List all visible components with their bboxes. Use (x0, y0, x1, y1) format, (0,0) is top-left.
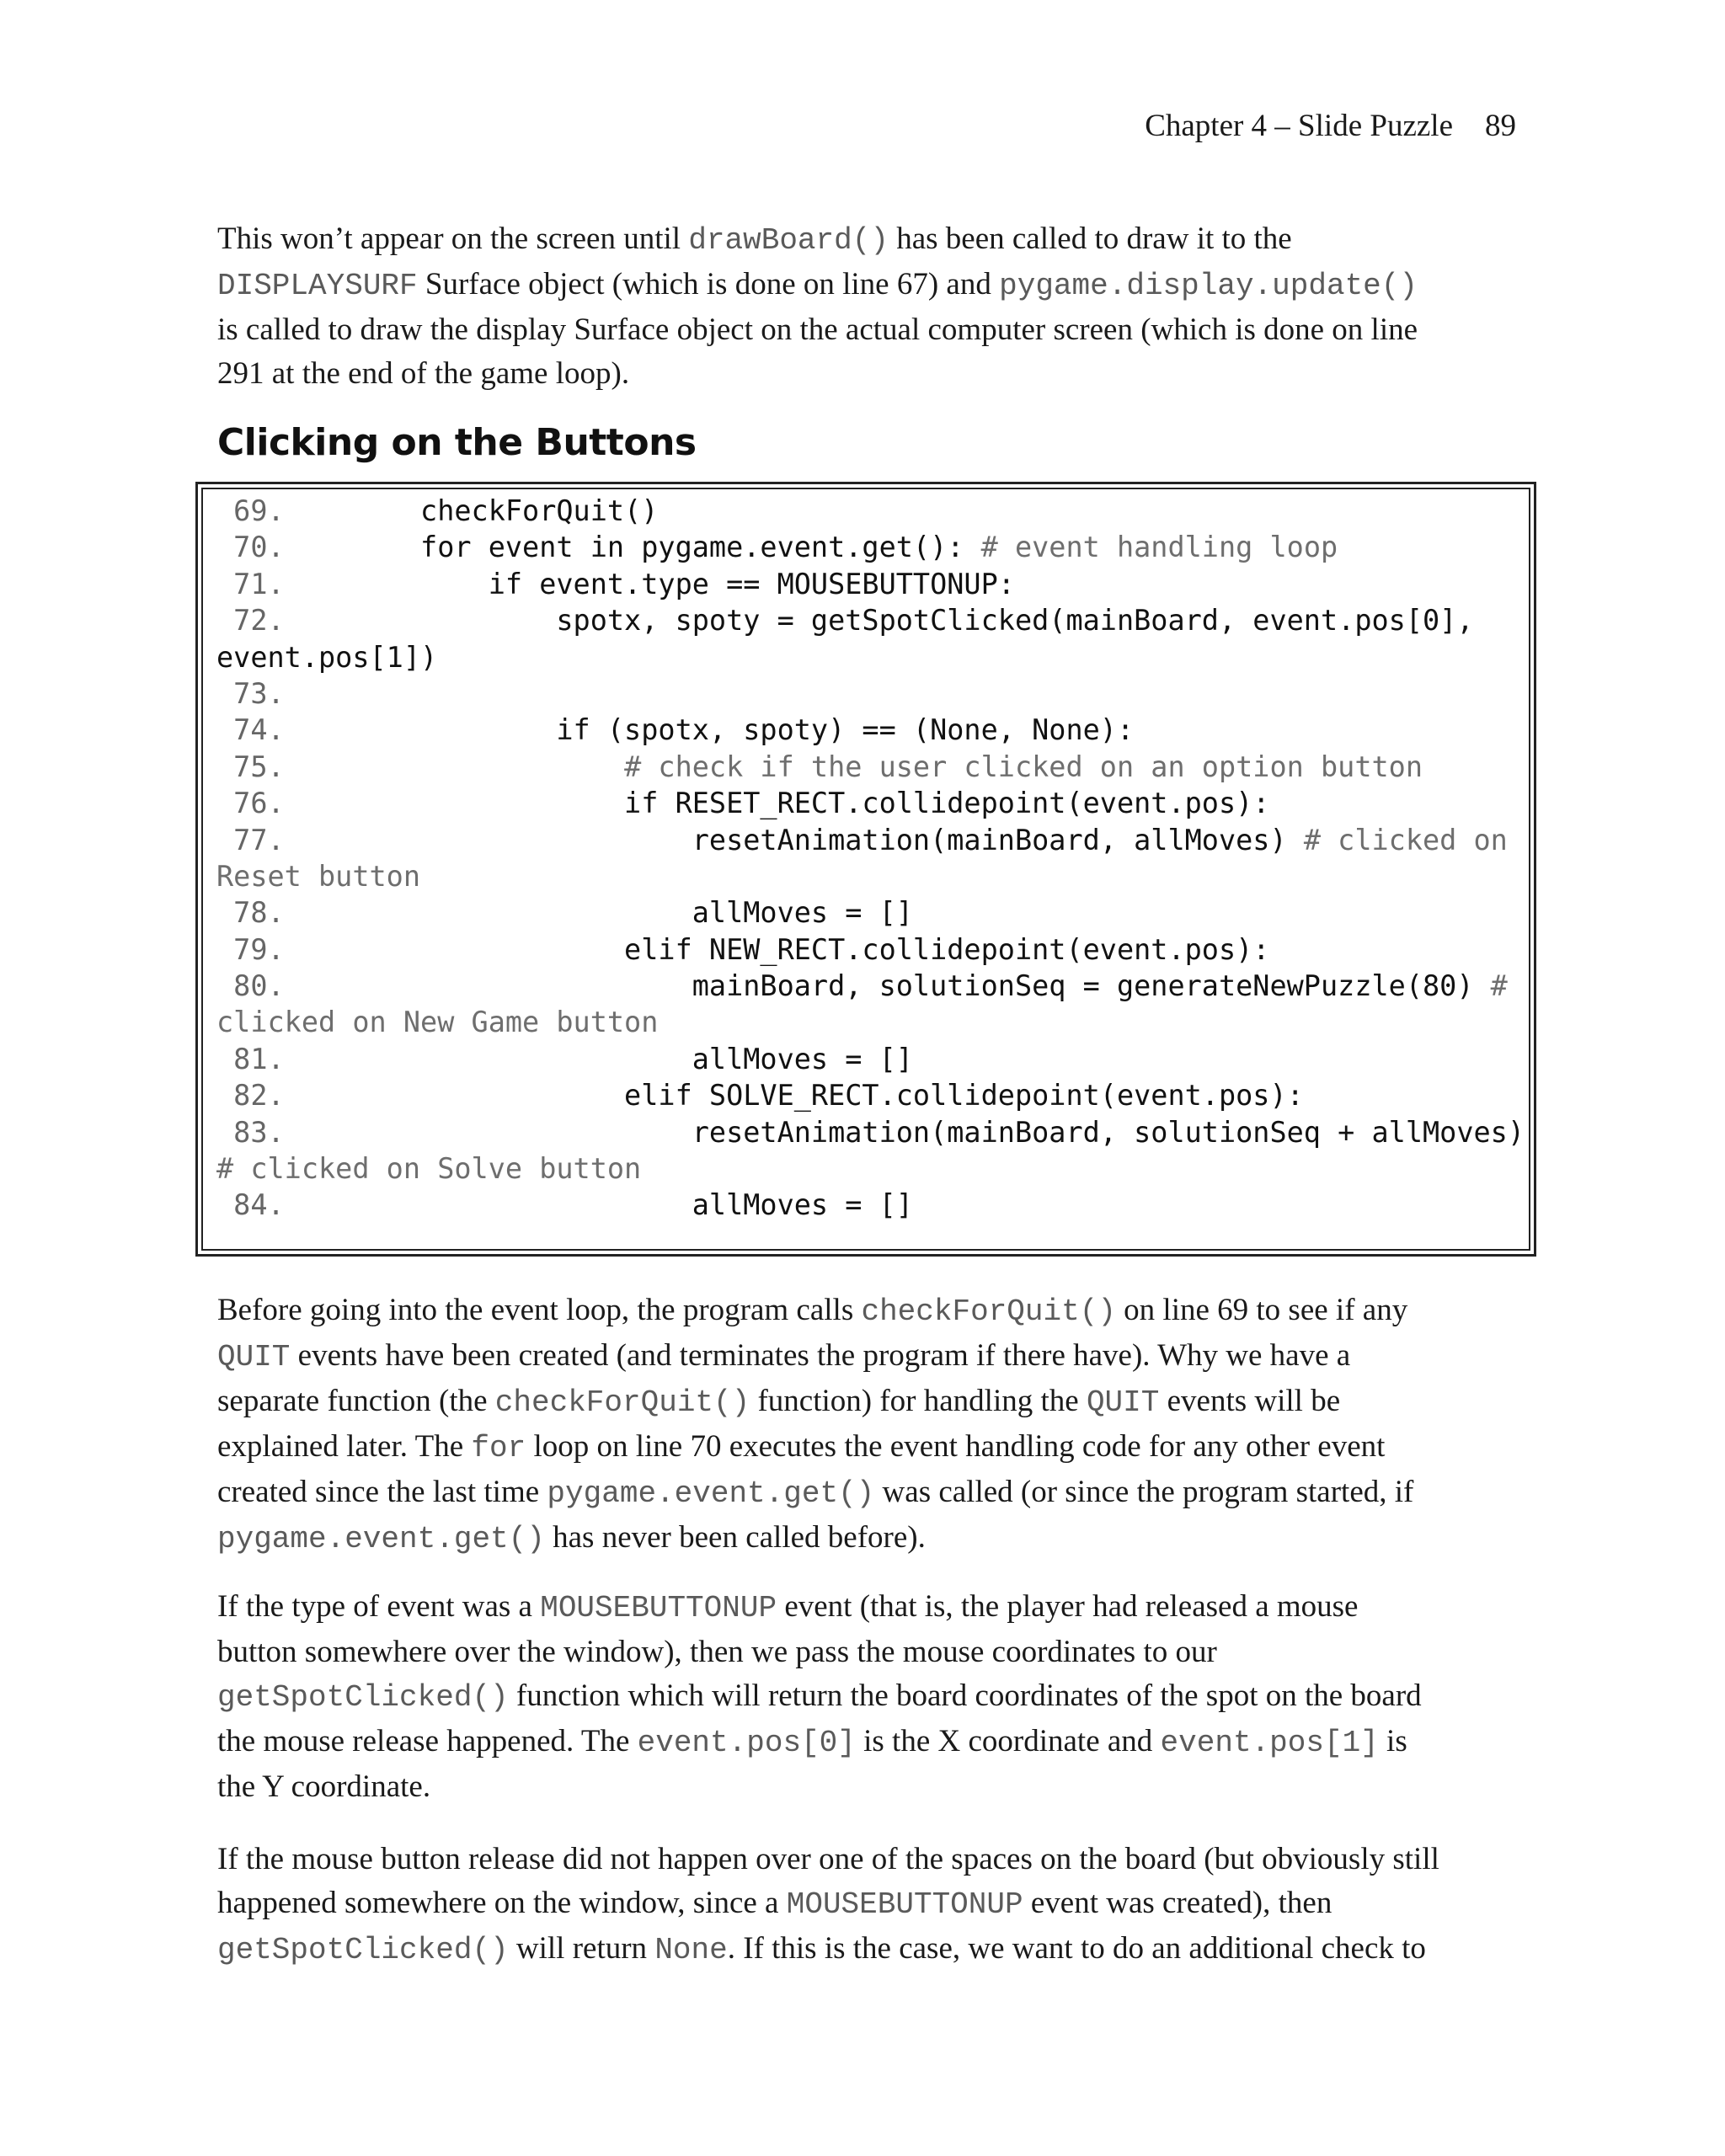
line-number: 71. (216, 567, 285, 600)
code-text: mainBoard, solutionSeq = generateNewPuzzle(80) (284, 969, 1491, 1003)
text-run: will return (508, 1931, 655, 1966)
text-line (217, 1516, 1531, 1561)
text-run: If the mouse button release did not happen over one of the spaces on the board (but obviously still (217, 1842, 1439, 1876)
text-run: explained later. The (217, 1429, 472, 1464)
paragraph-release-check (217, 1838, 1531, 1972)
code-text: allMoves = [] (284, 1042, 913, 1075)
inline-code: event.pos[0] (637, 1726, 856, 1760)
code-line (216, 675, 1525, 712)
text-run: happened somewhere on the window, since a (217, 1886, 787, 1920)
inline-code: pygame.display.update() (999, 269, 1418, 303)
code-text: checkForQuit() (284, 494, 659, 527)
code-line (216, 749, 1525, 785)
code-line (216, 529, 1525, 565)
inline-code: getSpotClicked() (217, 1680, 509, 1715)
inline-code: MOUSEBUTTONUP (786, 1887, 1023, 1922)
text-run: function) for handling the (750, 1384, 1087, 1418)
line-number: 72. (216, 604, 285, 638)
text-run: is (1378, 1724, 1407, 1758)
text-run: This won’t appear on the screen until (217, 221, 689, 256)
code-comment: Reset button (216, 859, 421, 893)
code-text: resetAnimation(mainBoard, allMoves) (284, 823, 1304, 857)
code-line (216, 1041, 1525, 1077)
code-line (216, 1187, 1525, 1223)
paragraph-event-loop (217, 1289, 1531, 1561)
text-run: 291 at the end of the game loop). (217, 356, 630, 391)
code-listing (216, 493, 1525, 1224)
text-line (217, 1720, 1531, 1765)
code-text: for event in pygame.event.get(): (284, 531, 981, 564)
code-line (216, 639, 1525, 675)
text-run: loop on line 70 executes the event handling code for any other event (526, 1429, 1386, 1464)
code-text: spotx, spoty = getSpotClicked(mainBoard, event.pos[0], (284, 604, 1474, 638)
text-line (217, 1927, 1531, 1972)
line-number: 81. (216, 1042, 285, 1075)
code-line (216, 785, 1525, 821)
inline-code: event.pos[1] (1160, 1726, 1379, 1760)
inline-code: checkForQuit() (861, 1294, 1116, 1329)
text-line (217, 1334, 1531, 1380)
line-number: 82. (216, 1079, 285, 1113)
code-text: if (spotx, spoty) == (None, None): (284, 713, 1135, 747)
code-line (216, 566, 1525, 602)
line-number: 76. (216, 787, 285, 820)
text-line (217, 1630, 1531, 1674)
text-run: was called (or since the program started, if (874, 1475, 1414, 1509)
page-number: 89 (1485, 109, 1516, 143)
line-number: 79. (216, 932, 285, 966)
code-text (285, 750, 624, 783)
code-line (216, 894, 1525, 931)
code-text: event.pos[1]) (216, 640, 438, 674)
code-line (216, 712, 1525, 748)
code-text: elif NEW_RECT.collidepoint(event.pos): (284, 932, 1270, 966)
line-number: 83. (216, 1115, 285, 1149)
text-run: event was created), then (1023, 1886, 1332, 1920)
line-number: 80. (216, 969, 285, 1003)
text-run: If the type of event was a (217, 1589, 541, 1624)
code-comment: # event handling loop (980, 531, 1338, 564)
section-heading: Clicking on the Buttons (217, 421, 697, 464)
text-run: Before going into the event loop, the program calls (217, 1293, 862, 1327)
inline-code: checkForQuit() (494, 1385, 750, 1420)
text-run: function which will return the board coordinates of the spot on the board (508, 1678, 1422, 1713)
text-run: events will be (1159, 1384, 1341, 1418)
inline-code: getSpotClicked() (217, 1933, 509, 1967)
text-line (217, 1470, 1531, 1516)
inline-code: MOUSEBUTTONUP (540, 1591, 777, 1625)
text-run: the mouse release happened. The (217, 1724, 638, 1758)
text-line (217, 1425, 1531, 1470)
text-run: event (that is, the player had released a mouse (777, 1589, 1359, 1624)
line-number: 69. (216, 494, 285, 527)
text-line (217, 1674, 1531, 1720)
text-line (217, 217, 1531, 263)
line-number: 77. (216, 823, 285, 857)
code-line (216, 493, 1525, 529)
code-line (216, 1150, 1525, 1187)
text-line (217, 1585, 1531, 1630)
line-number: 78. (216, 896, 285, 930)
text-run: the Y coordinate. (217, 1769, 431, 1804)
inline-code: QUIT (1086, 1385, 1160, 1420)
code-line (216, 1077, 1525, 1113)
inline-code: None (654, 1933, 728, 1967)
code-comment: # (1490, 969, 1508, 1003)
text-run: has been called to draw it to the (888, 221, 1292, 256)
text-line (217, 308, 1531, 352)
code-line (216, 968, 1525, 1004)
intro-paragraph (217, 217, 1531, 396)
code-text: allMoves = [] (284, 896, 913, 930)
text-run: created since the last time (217, 1475, 547, 1509)
code-text: allMoves = [] (284, 1188, 913, 1222)
text-run: events have been created (and terminates the program if there have). Why we have a (290, 1338, 1351, 1373)
code-text: if RESET_RECT.collidepoint(event.pos): (284, 787, 1270, 820)
text-line (217, 1380, 1531, 1425)
line-number: 84. (216, 1188, 285, 1222)
text-run: on line 69 to see if any (1115, 1293, 1408, 1327)
inline-code: pygame.event.get() (547, 1476, 875, 1511)
inline-code: drawBoard() (688, 223, 889, 258)
text-run: is the X coordinate and (855, 1724, 1161, 1758)
text-line (217, 263, 1531, 308)
line-number: 75. (216, 750, 285, 783)
text-line (217, 1881, 1531, 1927)
text-run: separate function (the (217, 1384, 495, 1418)
inline-code: for (471, 1431, 526, 1465)
text-line (217, 1289, 1531, 1334)
code-line (216, 1114, 1525, 1150)
line-number: 74. (216, 713, 285, 747)
code-comment: # clicked on (1303, 823, 1508, 857)
code-listing-box (195, 482, 1536, 1257)
code-comment: # clicked on Solve button (216, 1152, 642, 1186)
line-number: 73. (216, 676, 285, 710)
code-line (216, 1004, 1525, 1040)
chapter-title: Chapter 4 – Slide Puzzle (1145, 109, 1453, 143)
code-comment: # check if the user clicked on an option button (624, 750, 1423, 783)
code-text: resetAnimation(mainBoard, solutionSeq + allMoves) (284, 1115, 1525, 1149)
text-line (217, 1765, 1531, 1809)
inline-code: DISPLAYSURF (217, 269, 418, 303)
code-line (216, 858, 1525, 894)
text-run: is called to draw the display Surface object on the actual computer screen (which is done on line (217, 312, 1418, 347)
text-run: . If this is the case, we want to do an additional check to (727, 1931, 1426, 1966)
code-line (216, 931, 1525, 968)
text-run: button somewhere over the window), then we pass the mouse coordinates to our (217, 1635, 1217, 1669)
text-run: Surface object (which is done on line 67) and (417, 267, 1000, 302)
text-line (217, 352, 1531, 396)
inline-code: pygame.event.get() (217, 1522, 545, 1556)
running-header (1145, 108, 1516, 144)
text-run: has never been called before). (544, 1520, 926, 1555)
code-text: elif SOLVE_RECT.collidepoint(event.pos): (284, 1079, 1304, 1113)
code-comment: clicked on New Game button (216, 1006, 659, 1039)
line-number: 70. (216, 531, 285, 564)
code-line (216, 822, 1525, 858)
code-line (216, 602, 1525, 638)
inline-code: QUIT (217, 1340, 291, 1374)
text-line (217, 1838, 1531, 1881)
code-text: if event.type == MOUSEBUTTONUP: (284, 567, 1015, 600)
paragraph-mousebuttonup (217, 1585, 1531, 1809)
